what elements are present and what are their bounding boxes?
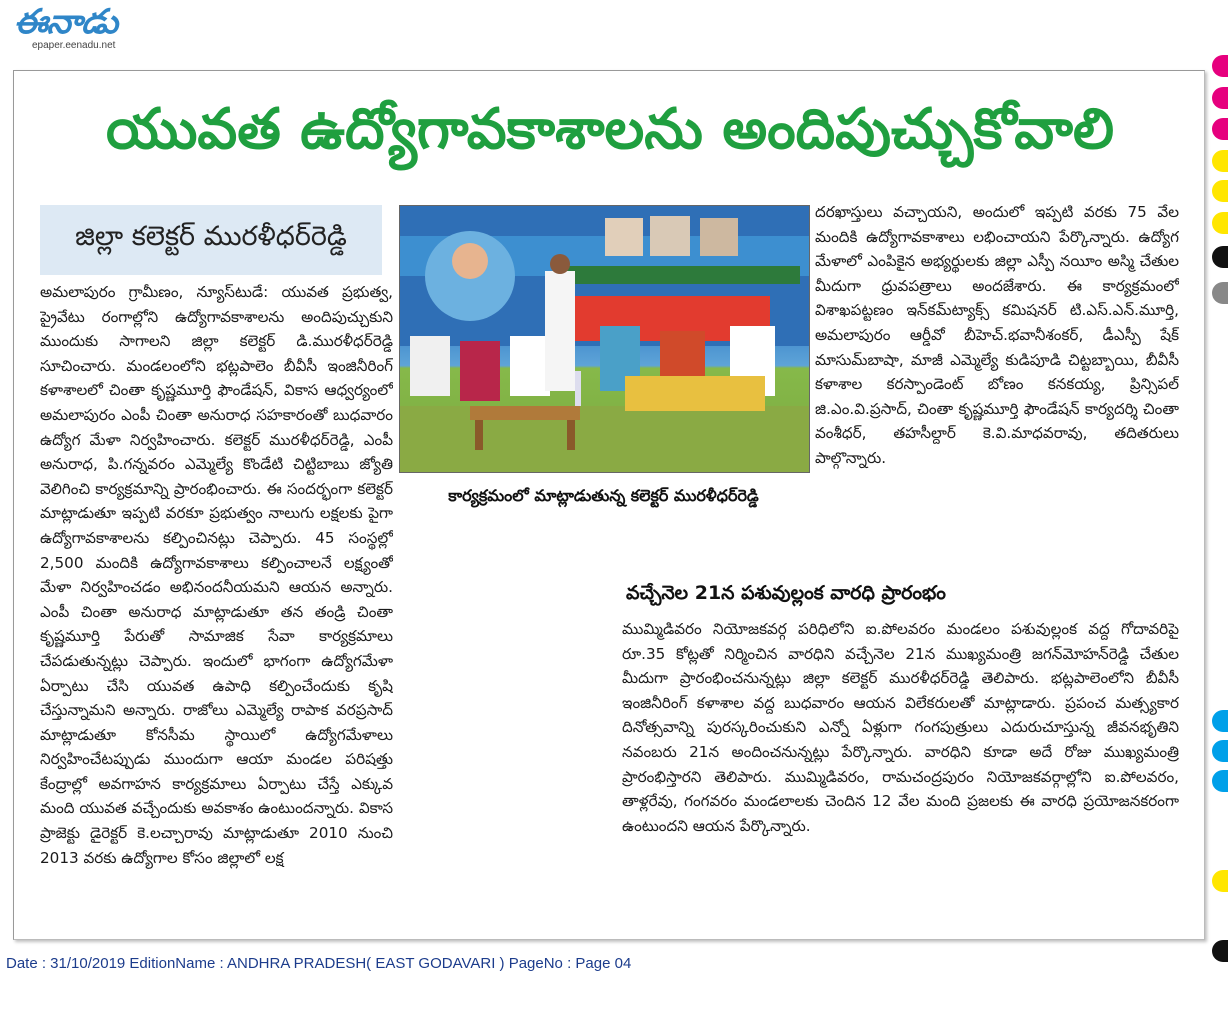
article-left-column [40, 280, 393, 930]
registration-mark [1212, 180, 1228, 202]
subhead-text: జిల్లా కలెక్టర్ మురళీధర్‌రెడ్డి [75, 221, 347, 252]
bottom-column-text: ముమ్మిడివరం నియోజకవర్గ పరిధిలోని ఐ.పోలవరం మండలం పశువుల్లంక వద్ద గోదావరిపై రూ.35 కోట్లతో నిర్మించిన వారధిని వచ్చేనెల 21న ముఖ్యమంత్రి జగన్‌మోహన్‌రెడ్డి చేతుల మీదుగా ప్రారంభించనున్నట్లు జిల్లా కలెక్టర్ మురళీధర్‌రెడ్డి తెలిపారు. భట్లపాలెంలోని బీవీసీ ఇంజినీరింగ్ కళాశాల వద్ద బుధవారం ఆయన విలేకరులతో మాట్లాడారు. ప్రపంచ మత్స్యకార దినోత్సవాన్ని పురస్కరించుకుని ఎన్నో ఏళ్లుగా గంగపుత్రులు ఎదురుచూస్తున్న జీవనభృతిని నవంబరు 21న అందించనున్నట్లు పేర్కొన్నారు. వారధిని కూడా అదే రోజు ముఖ్యమంత్రి ప్రారంభిస్తారని తెలిపారు. ముమ్మిడివరం, రామచంద్రపురం నియోజకవర్గాల్లోని ఐ.పోలవరం, తాళ్లరేవు, గంగవరం మండలాలకు చెందిన 12 వేల మంది ప్రజలకు ఈ వారధి ప్రయోజనకరంగా ఉంటుందని ఆయన పేర్కొన్నారు. [622, 620, 1179, 835]
photo-caption [399, 475, 808, 519]
event-photo [399, 205, 810, 473]
logo-text: ఈనాడు [14, 2, 118, 42]
registration-mark [1212, 770, 1228, 792]
right-column-text: దరఖాస్తులు వచ్చాయని, అందులో ఇప్పటి వరకు 75 వేల మందికి ఉద్యోగావకాశాలు లభించాయని పేర్కొన్నారు. ఉద్యోగ మేళాలో ఎంపికైన అభ్యర్థులకు జిల్లా ఎస్పీ నయీం అస్మి చేతుల మీదుగా ధ్రువపత్రాలు అందజేశారు. ఈ కార్యక్రమంలో విశాఖపట్టణం ఇన్‌కమ్‌ట్యాక్స్ కమిషనర్ టి.ఎస్.ఎన్.మూర్తి, అమలాపురం ఆర్డీవో బీహెచ్.భవానీశంకర్, డీఎస్పీ షేక్ మాసుమ్‌బాషా, మాజీ ఎమ్మెల్యే కుడిపూడి చిట్టబ్బాయి, బీవీసీ కళాశాల కరస్పాండెంట్ బోణం కనకయ్య, ప్రిన్సిపల్ జి.ఎం.వి.ప్రసాద్, చింతా కృష్ణమూర్తి ఫౌండేషన్ కార్యదర్శి చింతా వంశీధర్, తహసీల్దార్ కె.వి.మాధవరావు, తదితరులు పాల్గొన్నారు. [815, 203, 1179, 467]
registration-mark [1212, 282, 1228, 304]
article-subhead [40, 205, 382, 275]
eenadu-logo[interactable] [12, 2, 142, 54]
registration-mark [1212, 740, 1228, 762]
article-right-column [815, 200, 1179, 565]
left-column-text: అమలాపురం గ్రామీణం, న్యూస్‌టుడే: యువత ప్రభుత్వ, ప్రైవేటు రంగాల్లోని ఉద్యోగావకాశాలను అందిపుచ్చుకుని ముందుకు సాగాలని జిల్లా కలెక్టర్ డి.మురళీధర్‌రెడ్డి సూచించారు. మండలంలోని భట్లపాలెం బీవీసీ ఇంజినీరింగ్ కళాశాలలో చింతా కృష్ణమూర్తి ఫౌండేషన్, వికాస ఆధ్వర్యంలో అమలాపురం ఎంపీ చింతా అనురాధ సహకారంతో బుధవారం ఉద్యోగ మేళా నిర్వహించారు. కలెక్టర్ మురళీధర్‌రెడ్డి, ఎంపీ అనురాధ, పి.గన్నవరం ఎమ్మెల్యే కొండేటి చిట్టిబాబు జ్యోతి వెలిగించి కార్యక్రమాన్ని ప్రారంభించారు. ఈ సందర్భంగా కలెక్టర్ మాట్లాడుతూ ఇప్పటి వరకూ ప్రభుత్వం నాలుగు లక్షలకు పైగా ఉద్యోగావకాశాలను కల్పించినట్లు చెప్పారు. 45 సంస్థల్లో 2,500 మందికి ఉద్యోగావకాశాలు కల్పించాలనే లక్ష్యంతో మేళా నిర్వహించడం అభినందనీయమని ఆయన అన్నారు. ఎంపీ చింతా అనురాధ మాట్లాడుతూ తన తండ్రి చింతా కృష్ణమూర్తి పేరుతో సామాజిక సేవా కార్యక్రమాలు చేపడుతున్నట్లు చెప్పారు. ఇందులో భాగంగా ఉద్యోగమేళా ఏర్పాటు చేసి యువత ఉపాధి కల్పించేందుకు కృషి చేస్తున్నామని అన్నారు. రాజోలు ఎమ్మెల్యే రాపాక వరప్రసాద్ మాట్లాడుతూ కోనసీమ స్థాయిలో ఉద్యోగమేళాలు నిర్వహించేటప్పుడు ముందుగా ఆయా మండల పరిషత్తు కేంద్రాల్లో అవగాహన కార్యక్రమాలు ఏర్పాటు చేస్తే ఎక్కువ మంది యువత వచ్చేందుకు అవకాశం ఉంటుందన్నారు. వికాస ప్రాజెక్టు డైరెక్టర్ కె.లచ్చారావు మాట్లాడుతూ 2010 నుంచి 2013 వరకు ఉద్యోగాల కోసం జిల్లాలో లక్ష [40, 283, 393, 867]
registration-mark [1212, 87, 1228, 109]
photo-caption-text: కార్యక్రమంలో మాట్లాడుతున్న కలెక్టర్ మురళీధర్‌రెడ్డి [448, 485, 759, 505]
registration-mark [1212, 246, 1228, 268]
registration-mark [1212, 150, 1228, 172]
event-photo-illustration [400, 206, 809, 472]
section-subheading: వచ్చేనెల 21న పశువుల్లంక వారధి ప్రారంభం [626, 582, 946, 604]
article-bottom-column [622, 617, 1179, 932]
article-headline: యువత ఉద్యోగావకాశాలను అందిపుచ్చుకోవాలి [105, 97, 1115, 162]
registration-mark [1212, 940, 1228, 962]
registration-mark [1212, 55, 1228, 77]
registration-mark [1212, 118, 1228, 140]
edition-footer: Date : 31/10/2019 EditionName : ANDHRA PRADESH( EAST GODAVARI ) PageNo : Page 04 [6, 955, 632, 972]
registration-mark [1212, 710, 1228, 732]
registration-mark [1212, 212, 1228, 234]
registration-mark [1212, 870, 1228, 892]
site-url: epaper.eenadu.net [32, 40, 116, 51]
